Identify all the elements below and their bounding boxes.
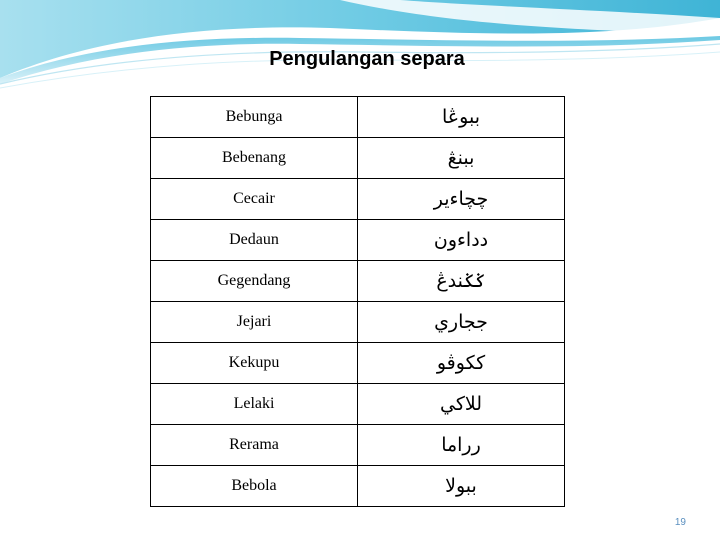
rumi-word-cell: Bebola bbox=[151, 466, 358, 507]
table-row bbox=[151, 220, 565, 261]
slide-title: Pengulangan separa bbox=[269, 48, 465, 70]
table-row bbox=[151, 179, 565, 220]
rumi-word-cell: Cecair bbox=[151, 179, 358, 220]
table-row bbox=[151, 384, 565, 425]
jawi-word-cell: للاكي bbox=[358, 384, 565, 425]
rumi-word-cell: Rerama bbox=[151, 425, 358, 466]
table-row bbox=[151, 302, 565, 343]
rumi-word-cell: Bebenang bbox=[151, 138, 358, 179]
jawi-word-cell: ببنڠ bbox=[358, 138, 565, 179]
table-row bbox=[151, 261, 565, 302]
table-row bbox=[151, 425, 565, 466]
rumi-word-cell: Jejari bbox=[151, 302, 358, 343]
jawi-word-cell: ججاري bbox=[358, 302, 565, 343]
page-number: 19 bbox=[674, 517, 686, 528]
jawi-word-cell: دداءون bbox=[358, 220, 565, 261]
jawi-word-cell: ببوڠا bbox=[358, 97, 565, 138]
table-row bbox=[151, 466, 565, 507]
table-row bbox=[151, 343, 565, 384]
rumi-word-cell: Kekupu bbox=[151, 343, 358, 384]
jawi-word-cell: چچاءير bbox=[358, 179, 565, 220]
rumi-word-cell: Lelaki bbox=[151, 384, 358, 425]
table-row bbox=[151, 138, 565, 179]
rumi-word-cell: Dedaun bbox=[151, 220, 358, 261]
table-row bbox=[151, 97, 565, 138]
rumi-word-cell: Bebunga bbox=[151, 97, 358, 138]
header-wave-decoration bbox=[0, 0, 720, 90]
jawi-word-cell: ݢݢندڠ bbox=[358, 261, 565, 302]
jawi-word-cell: رراما bbox=[358, 425, 565, 466]
jawi-word-cell: ببولا bbox=[358, 466, 565, 507]
jawi-word-cell: ككوڤو bbox=[358, 343, 565, 384]
rumi-word-cell: Gegendang bbox=[151, 261, 358, 302]
words-table bbox=[150, 96, 565, 507]
